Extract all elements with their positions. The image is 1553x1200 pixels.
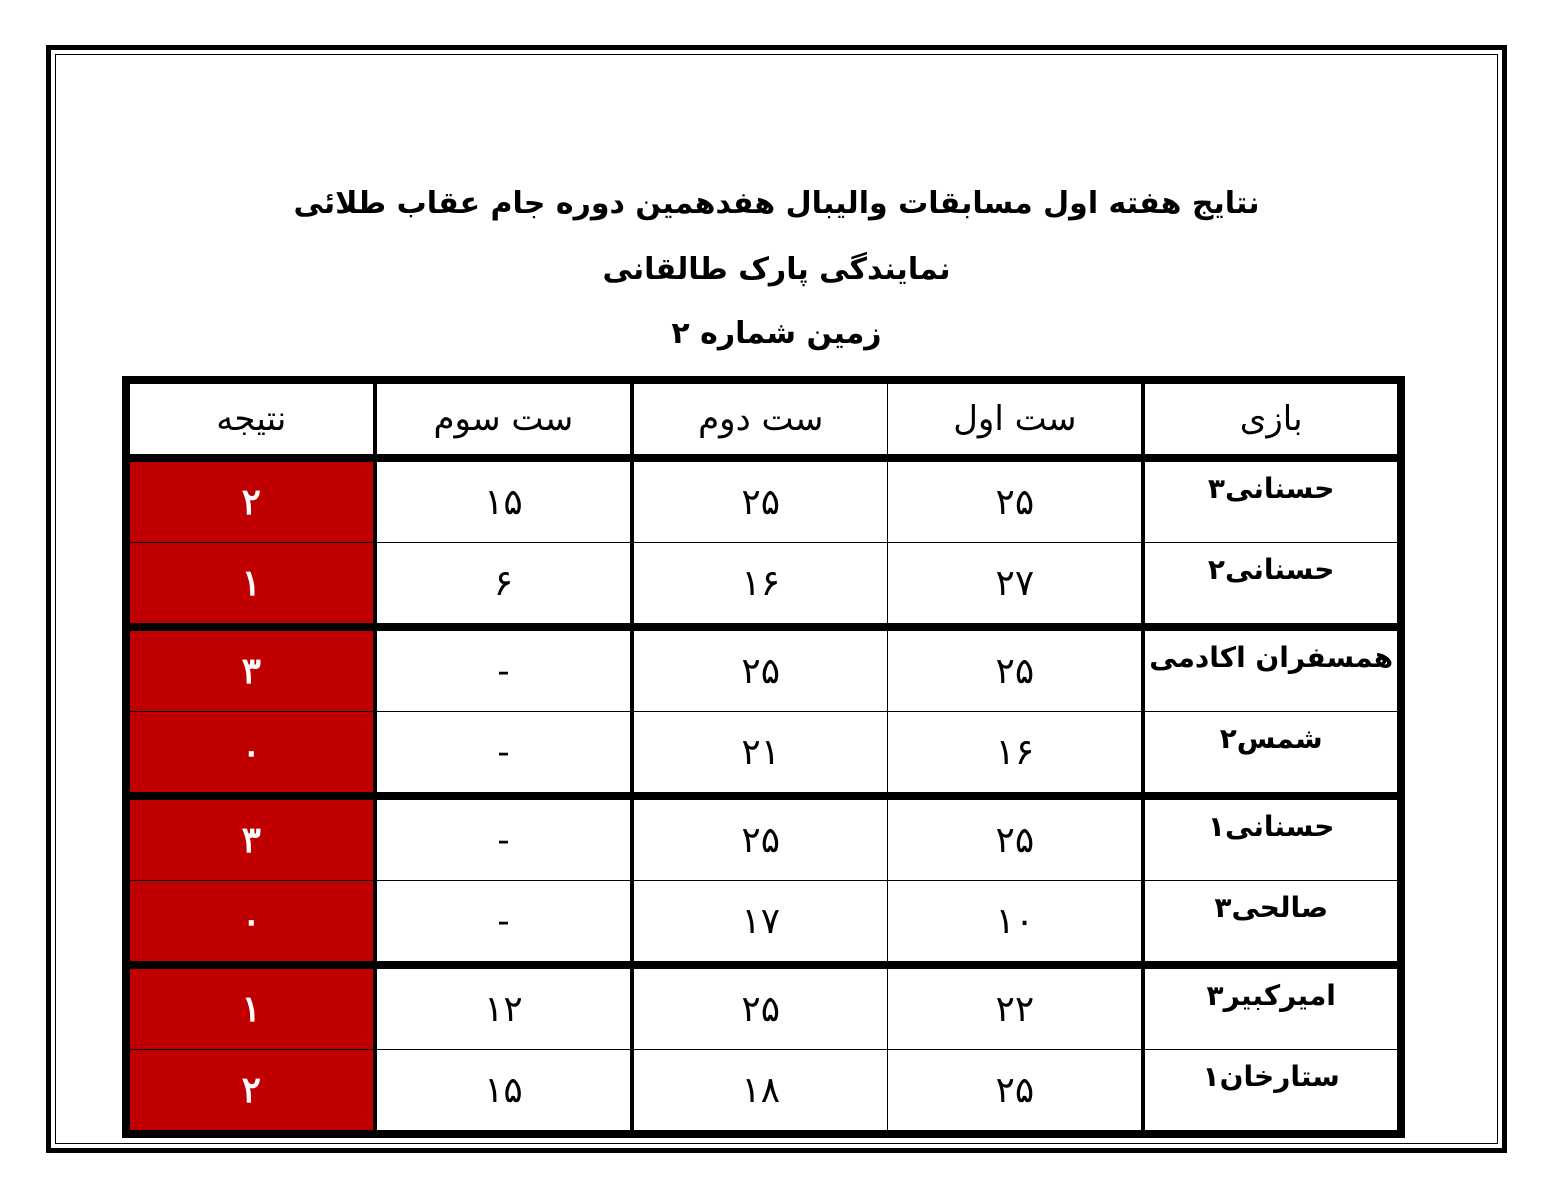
table-row [126,1050,1401,1135]
table-row [126,458,1401,543]
document-title: نتایج هفته اول مسابقات والیبال هفدهمین دوره جام عقاب طلائی [293,186,1260,221]
set1-score: ۱۶ [888,712,1144,797]
match-result: ۳ [126,796,375,881]
set1-score: ۲۵ [888,796,1144,881]
court-label: زمین شماره ۲ [671,316,882,351]
table-row [126,796,1401,881]
table-row [126,627,1401,712]
team-name: حسنانی۱ [1143,796,1401,881]
team-name: ستارخان۱ [1143,1050,1401,1135]
match-result: ۱ [126,965,375,1050]
set2-score: ۱۸ [632,1050,888,1135]
set2-score: ۲۵ [632,458,888,543]
set1-score: ۲۵ [888,1050,1144,1135]
match-result: ۰ [126,881,375,966]
match-result: ۲ [126,1050,375,1135]
header-game: بازی [1143,380,1401,458]
set2-score: ۲۵ [632,965,888,1050]
set1-score: ۲۵ [888,458,1144,543]
set2-score: ۲۵ [632,627,888,712]
team-name: امیرکبیر۳ [1143,965,1401,1050]
set3-score: ۱۵ [375,1050,633,1135]
table-row [126,965,1401,1050]
set3-score: - [375,627,633,712]
team-name: همسفران اکادمی [1143,627,1401,712]
results-table [122,376,1405,1138]
set3-score: ۶ [375,543,633,628]
match-result: ۳ [126,627,375,712]
header-set3: ست سوم [375,380,633,458]
set1-score: ۲۷ [888,543,1144,628]
table-header-row [126,380,1401,458]
table-row [126,543,1401,628]
team-name: صالحی۳ [1143,881,1401,966]
match-result: ۰ [126,712,375,797]
header-set1: ست اول [888,380,1144,458]
header-set2: ست دوم [632,380,888,458]
set1-score: ۲۵ [888,627,1144,712]
set2-score: ۲۵ [632,796,888,881]
set1-score: ۱۰ [888,881,1144,966]
match-result: ۱ [126,543,375,628]
set3-score: - [375,796,633,881]
document-subtitle: نمایندگی پارک طالقانی [602,252,951,287]
team-name: حسنانی۲ [1143,543,1401,628]
header-result: نتیجه [126,380,375,458]
set2-score: ۱۶ [632,543,888,628]
set2-score: ۱۷ [632,881,888,966]
set3-score: ۱۵ [375,458,633,543]
set3-score: - [375,712,633,797]
team-name: شمس۲ [1143,712,1401,797]
team-name: حسنانی۳ [1143,458,1401,543]
set3-score: ۱۲ [375,965,633,1050]
table-row [126,881,1401,966]
table-row [126,712,1401,797]
set1-score: ۲۲ [888,965,1144,1050]
set3-score: - [375,881,633,966]
set2-score: ۲۱ [632,712,888,797]
match-result: ۲ [126,458,375,543]
